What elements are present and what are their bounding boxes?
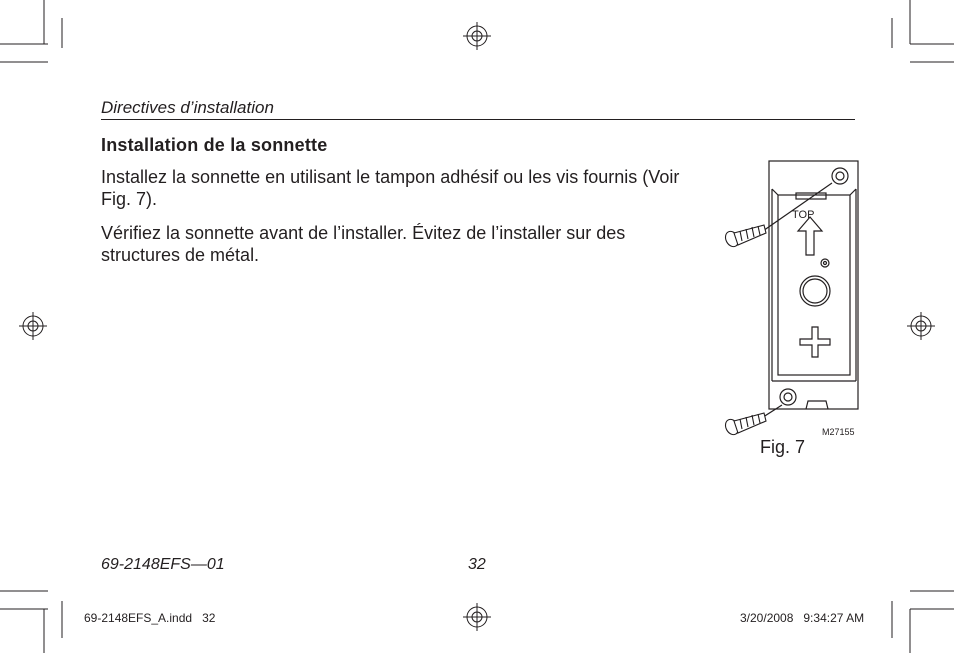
top-screw-hole — [832, 168, 848, 184]
section-heading: Installation de la sonnette — [101, 135, 328, 155]
figure-caption: Fig. 7 — [760, 437, 806, 457]
page-number: 32 — [468, 556, 486, 573]
registration-target-top — [463, 22, 491, 50]
bottom-screw-hole — [780, 389, 796, 405]
registration-target-right — [907, 312, 935, 340]
paragraph-installation: Installez la sonnette en utilisant le tampon adhésif ou les vis fournis (Voir Fig. 7). — [101, 167, 680, 209]
paragraph-verification: Vérifiez la sonnette avant de l’installer. Évitez de l’installer sur des structures de métal. — [101, 223, 626, 265]
plus-icon — [800, 327, 830, 357]
top-label: TOP — [792, 209, 815, 221]
section-header: Directives d’installation — [101, 98, 274, 117]
slug-datetime: 3/20/2008 9:34:27 AM — [740, 611, 865, 625]
up-arrow-icon — [798, 217, 822, 255]
doorbell-housing — [769, 161, 858, 409]
push-button — [800, 276, 830, 306]
doorbell-illustration — [720, 155, 865, 445]
slug-file-name: 69-2148EFS_A.indd 32 — [84, 611, 216, 625]
footer-doc-number: 69-2148EFS—01 — [101, 556, 225, 573]
registration-target-left — [19, 312, 47, 340]
header-rule — [101, 119, 855, 120]
bottom-screw-icon — [723, 413, 766, 437]
figure-code: M27155 — [822, 427, 855, 437]
top-screw-icon — [723, 225, 766, 249]
registration-target-bottom — [463, 603, 491, 631]
